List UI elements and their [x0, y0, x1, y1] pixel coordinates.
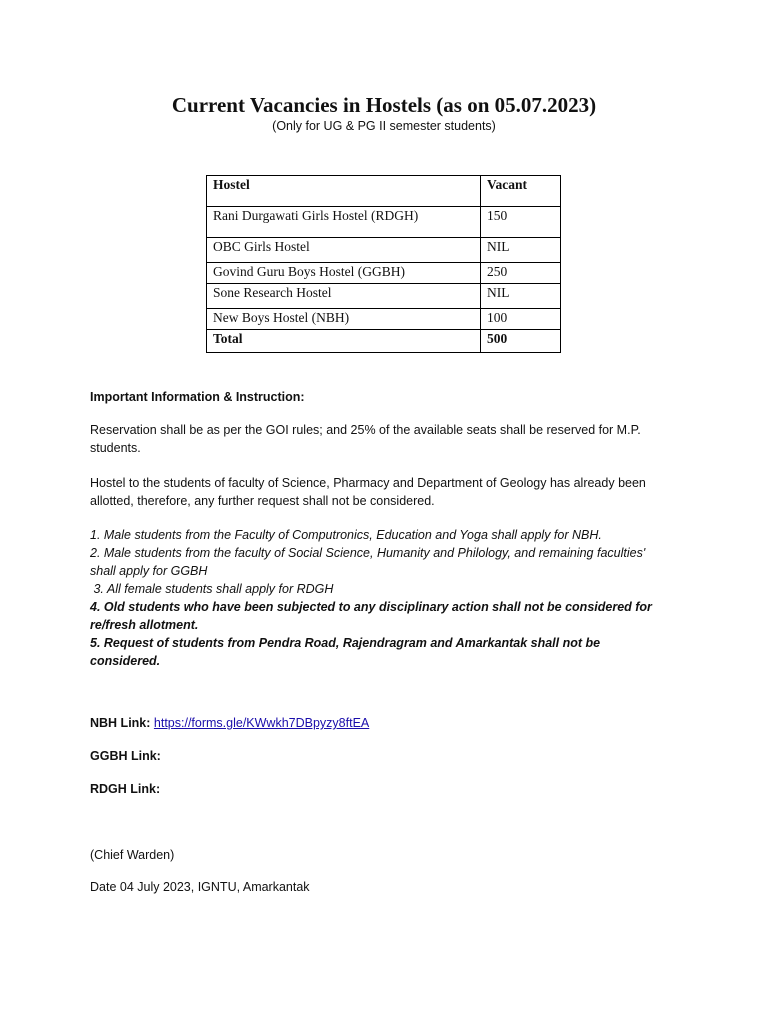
- signature: (Chief Warden): [90, 848, 175, 862]
- instruction-list: [90, 526, 670, 670]
- hostel-name: Sone Research Hostel: [207, 284, 481, 309]
- header-hostel: Hostel: [207, 176, 481, 207]
- table-row: [207, 238, 561, 263]
- header-vacant: Vacant: [481, 176, 561, 207]
- hostel-name: OBC Girls Hostel: [207, 238, 481, 263]
- nbh-link-line: [90, 714, 690, 732]
- nbh-form-link[interactable]: https://forms.gle/KWwkh7DBpyzy8ftEA: [153, 716, 370, 730]
- page-subtitle: (Only for UG & PG II semester students): [272, 119, 496, 133]
- table-total-row: [207, 330, 561, 353]
- vacant-count: NIL: [481, 284, 561, 309]
- table-row: [207, 284, 561, 309]
- info-heading: Important Information & Instruction:: [90, 390, 305, 404]
- instruction-item: 2. Male students from the faculty of Social Science, Humanity and Philology, and remaining faculties' shall apply for GGBH: [90, 546, 646, 578]
- reservation-paragraph: Reservation shall be as per the GOI rules; and 25% of the available seats shall be reserved for M.P. students.: [90, 423, 641, 455]
- vacant-count: NIL: [481, 238, 561, 263]
- hostel-name: New Boys Hostel (NBH): [207, 309, 481, 330]
- rdgh-link-label: RDGH Link:: [90, 782, 161, 796]
- nbh-link-label: NBH Link:: [90, 716, 151, 730]
- instruction-item: 1. Male students from the Faculty of Computronics, Education and Yoga shall apply for NBH.: [90, 528, 602, 542]
- vacancy-table: [206, 175, 561, 353]
- total-label: Total: [207, 330, 481, 353]
- hostel-name: Rani Durgawati Girls Hostel (RDGH): [207, 207, 481, 238]
- hostel-name: Govind Guru Boys Hostel (GGBH): [207, 263, 481, 284]
- vacant-count: 100: [481, 309, 561, 330]
- total-value: 500: [481, 330, 561, 353]
- table-row: [207, 207, 561, 238]
- instruction-item: 3. All female students shall apply for RDGH: [90, 582, 334, 596]
- table-row: [207, 309, 561, 330]
- ggbh-link-label: GGBH Link:: [90, 749, 161, 763]
- table-row: [207, 263, 561, 284]
- allotment-paragraph: Hostel to the students of faculty of Science, Pharmacy and Department of Geology has already been allotted, therefore, any further request shall not be considered.: [90, 476, 646, 508]
- vacant-count: 150: [481, 207, 561, 238]
- page-title: Current Vacancies in Hostels (as on 05.07.2023): [171, 93, 597, 117]
- instruction-item: 4. Old students who have been subjected to any disciplinary action shall not be considered for re/fresh allotment.: [90, 600, 652, 632]
- date-line: Date 04 July 2023, IGNTU, Amarkantak: [90, 880, 310, 894]
- table-header-row: [207, 176, 561, 207]
- vacant-count: 250: [481, 263, 561, 284]
- instruction-item: 5. Request of students from Pendra Road, Rajendragram and Amarkantak shall not be considered.: [90, 636, 601, 668]
